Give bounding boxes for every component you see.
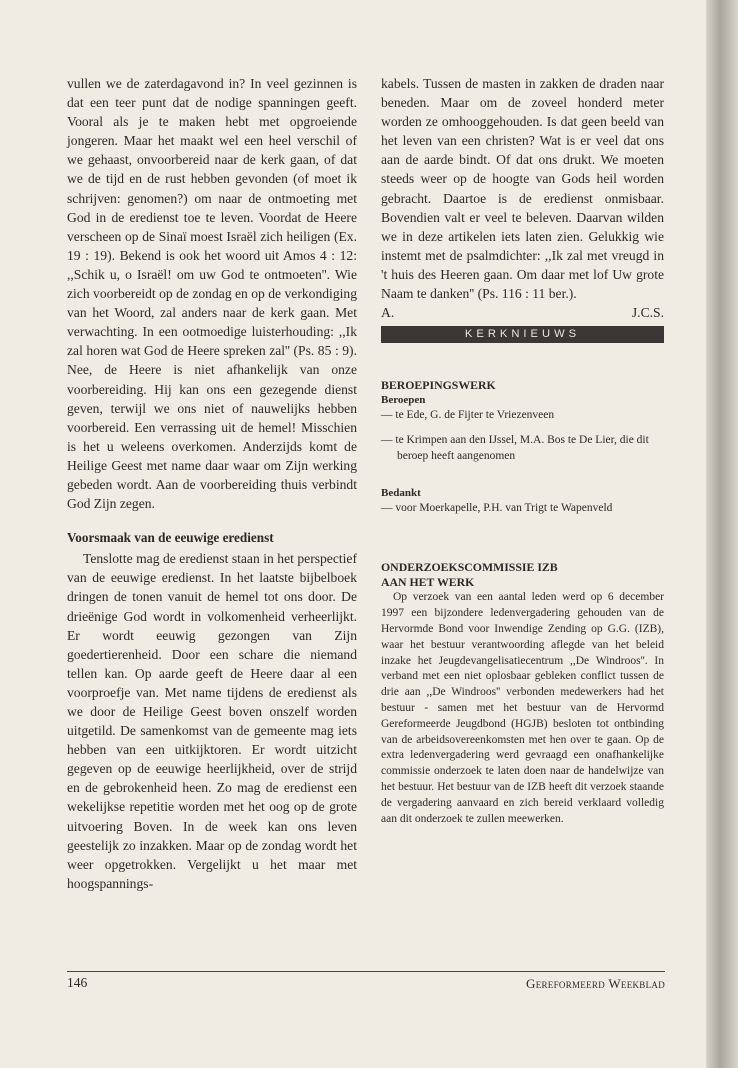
page-binding-edge bbox=[706, 0, 738, 1068]
signature-initial: A. bbox=[381, 305, 395, 321]
beroepingswerk-section bbox=[381, 378, 664, 516]
onderzoekscommissie-section bbox=[381, 560, 664, 827]
right-column bbox=[381, 74, 664, 827]
right-paragraph-1: kabels. Tussen de masten in zakken de draden naar beneden. Maar om de zoveel honderd meter worden ze omhooggehouden. Is dat geen beeld van het leven van een christen? Wat is er veel dat ons aan de aarde bindt. Of dat ons drukt. We moeten steeds weer op de hoogte van Gods heil worden gebracht. Daartoe is de eredienst onmisbaar. Bovendien valt er veel te beleven. Daarvan wilden we in deze artikelen iets laten zien. Gelukkig wie instemt met de psalmdichter: ,,Ik zal met vreugd in 't huis des Heeren gaan. Om daar met lof Uw grote Naam te danken'' (Ps. 116 : 11 ber.). bbox=[381, 76, 664, 302]
beroepen-item: — te Ede, G. de Fijter te Vriezenveen bbox=[381, 409, 555, 422]
section-heading-voorsmaak: Voorsmaak van de eeuwige eredienst bbox=[67, 530, 274, 546]
beroepen-item: — te Krimpen aan den IJssel, M.A. Bos te De Lier, die dit beroep heeft aangenomen bbox=[381, 434, 649, 462]
footer-divider bbox=[67, 971, 665, 972]
onderzoek-heading-line1: ONDERZOEKSCOMMISSIE IZB bbox=[381, 560, 558, 575]
author-signature: J.C.S. bbox=[631, 305, 664, 321]
beroepingswerk-heading: BEROEPINGSWERK bbox=[381, 378, 496, 393]
onderzoek-body: Op verzoek van een aantal leden werd op 6 december 1997 een bijzondere ledenvergadering gehouden van de Hervormde Bond voor Inwendige Zending op G.G. (IZB), waar het bestuur verantwoording aflegde van het beleid inzake het Jeugdevangelisatiecentrum ,,De Windroos''. In verband met een niet oplosbaar gebleken conflict tussen de drie aan ,,De Windroos'' verbonden medewerkers had het bestuur - samen met het bestuur van de Hervormd Gereformeerde Jeugdbond (HGJB) besloten tot ontbinding van de arbeidsovereenkomsten met hen over te gaan. Op de extra ledenvergadering werd gevraagd een onafhankelijke commissie onderzoek te laten doen naar de handelwijze van het bestuur. Het bestuur van de IZB heeft dit verzoek staande de vergadering aanvaard en zich bereid verklaard volledig aan dit onderzoek te zullen meewerken. bbox=[381, 591, 664, 825]
kerknieuws-banner: KERKNIEUWS bbox=[381, 326, 664, 343]
signature-line bbox=[381, 303, 664, 322]
left-paragraph-2: Tenslotte mag de eredienst staan in het perspectief van de eeuwige eredienst. In het laatste bijbelboek dringen de tonen vanuit de hemel tot ons door. De drieënige God wordt in volkomenheid verheerlijkt. Er wordt eeuwig gezongen van Zijn goedertierenheid. Door een schare die niemand tellen kan. Op aarde geeft de Heere daar al een voorproefje van. Met name tijdens de eredienst als we door de Heilige Geest boven onszelf worden uitgetild. De samenkomst van de gemeente mag iets hebben van een uitkijktoren. Er wordt uitzicht gegeven op de eeuwige heerlijkheid, over de strijd en de gebrokenheid heen. Zo mag de eredienst een wekelijkse repetitie worden met het oog op de grote uitvoering Boven. In de week kan ons leven geestelijk zo inzakken. Maar op de zondag wordt het weer opgetrokken. Vergelijkt u het maar met hoogspannings- bbox=[67, 551, 357, 891]
bedankt-item: — voor Moerkapelle, P.H. van Trigt te Wapenveld bbox=[381, 501, 613, 514]
page-number: 146 bbox=[67, 975, 88, 990]
bedankt-label: Bedankt bbox=[381, 486, 421, 499]
left-paragraph-1: vullen we de zaterdagavond in? In veel gezinnen is dat een teer punt dat de nodige spanningen geeft. Vooral als je te maken hebt met opgroeiende jongeren. Maar het maakt wel een heel verschil of we gehaast, onvoorbereid naar de kerk gaan, of dat we de tijd en de rust hebben gevonden (of moet ik schrijven: genomen?) om naar de ontmoeting met God in de eredienst toe te leven. Voordat de Heere verscheen op de Sinaï moest Israël zich heiligen (Ex. 19 : 19). Bekend is ook het woord uit Amos 4 : 12: ,,Schik u, o Israël! om uw God te ontmoeten''. Wie zich voorbereidt op de zondag en op de verkondiging van het Woord, zal anders naar de kerk gaan. Met verwachting. In een ootmoedige luisterhouding: ,,Ik zal horen wat God de Heere spreken zal'' (Ps. 85 : 9). Nee, de Heere is niet afhankelijk van onze voorbereiding. Hij kan ons een gezegende dienst geven, terwijl we ons niet of nauwelijks hebben voorbereid. Een verrassing uit de hemel! Misschien is het u weleens overkomen. Anderzijds komt de Heilige Geest met name daar waar om Zijn werking gebeden wordt. Aan de voorbereiding thuis verbindt God Zijn zegen. bbox=[67, 76, 357, 512]
magazine-title: Gereformeerd Weekblad bbox=[526, 976, 665, 991]
beroepen-label: Beroepen bbox=[381, 394, 426, 407]
left-column bbox=[67, 74, 357, 893]
onderzoek-heading-line2: AAN HET WERK bbox=[381, 575, 475, 590]
